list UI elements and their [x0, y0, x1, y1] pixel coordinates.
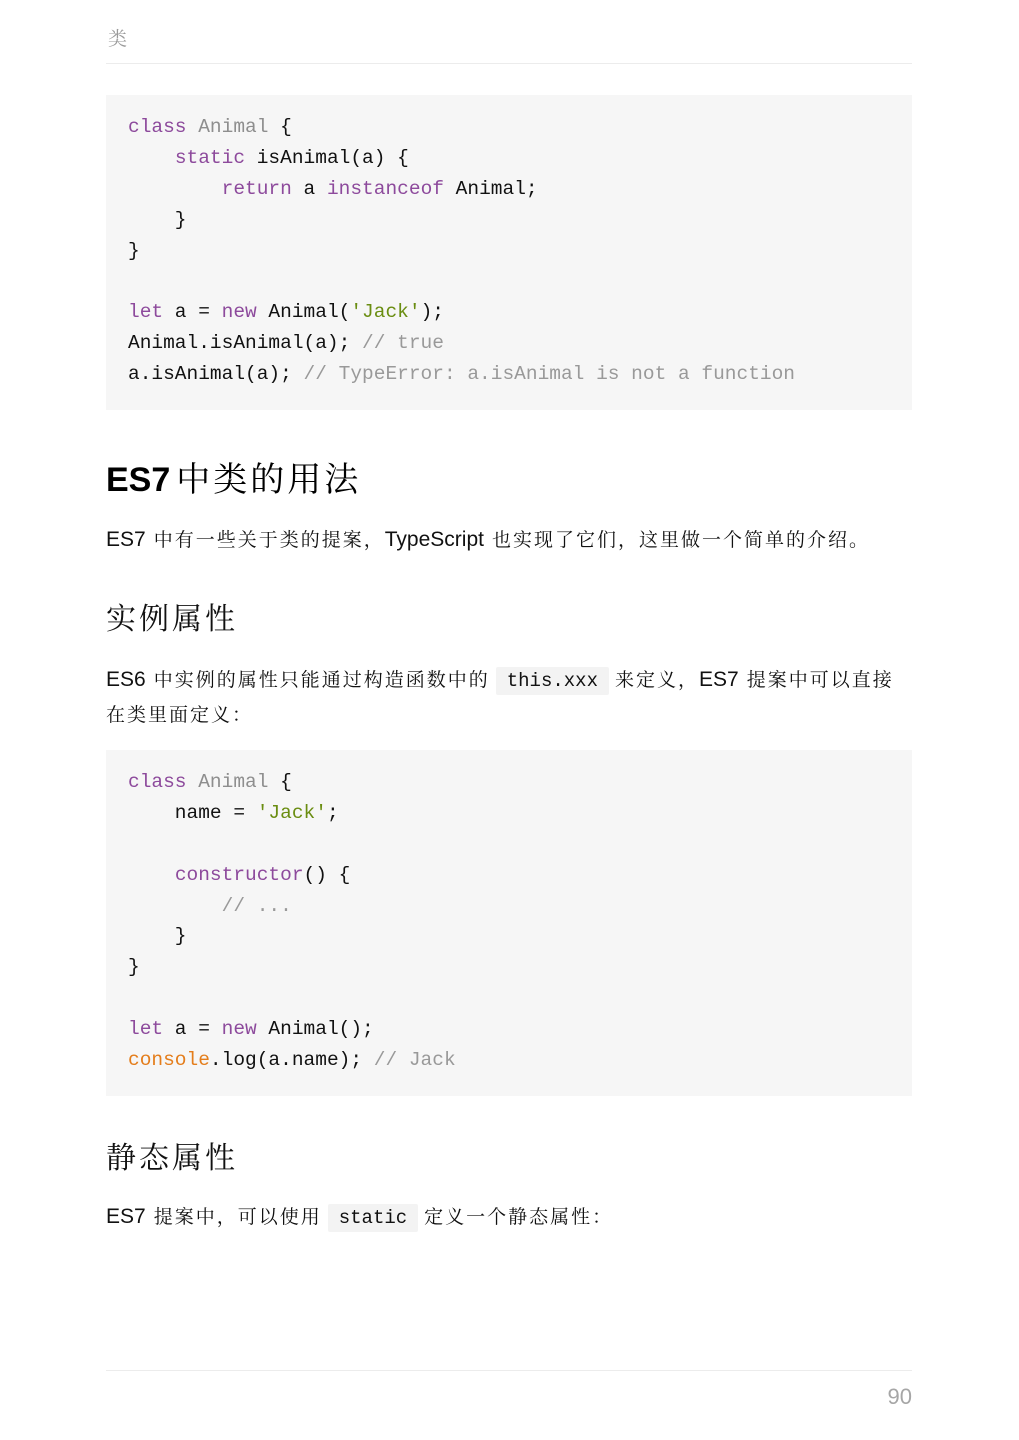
- code-token: static: [174, 146, 246, 169]
- code-token: [187, 771, 199, 793]
- page-number: 90: [887, 1384, 912, 1409]
- code-token: [128, 864, 175, 886]
- code-line: [128, 359, 890, 390]
- code-token: new: [221, 1018, 257, 1041]
- code-token: new: [221, 301, 257, 324]
- code-line: [128, 328, 890, 359]
- code-line: [128, 767, 890, 798]
- code-token: ;: [326, 801, 339, 824]
- code-line: [128, 798, 890, 829]
- paragraph-text: ES6: [106, 668, 146, 691]
- code-token: name =: [128, 801, 257, 824]
- code-line: [128, 983, 890, 1014]
- page-header: [106, 0, 912, 64]
- code-token: Animal.isAnimal(a);: [128, 332, 363, 355]
- code-line: [128, 266, 890, 297]
- code-token: class: [128, 771, 187, 793]
- chapter-title: 类: [108, 28, 128, 50]
- code-token: 'Jack': [350, 301, 421, 324]
- code-token: let: [128, 1018, 164, 1041]
- code-token: // Jack: [373, 1049, 456, 1072]
- code-line: [128, 236, 890, 267]
- inline-code: static: [328, 1204, 418, 1232]
- code-token: // ...: [221, 894, 292, 917]
- heading-es7-label: ES7: [106, 461, 171, 499]
- code-token: {: [268, 771, 292, 793]
- page-footer: [106, 1370, 912, 1409]
- code-token: a: [291, 177, 327, 200]
- paragraph-text: ES7: [106, 1205, 146, 1228]
- code-block-static-method: [106, 95, 912, 410]
- static-properties-paragraph: [106, 1200, 912, 1235]
- paragraph-text: 也实现了它们，这里做一个简单的介绍。: [483, 529, 871, 551]
- code-line: [128, 860, 890, 891]
- code-token: let: [128, 301, 164, 324]
- code-line: [128, 143, 890, 174]
- code-token: Animal(: [256, 301, 351, 324]
- code-line: [128, 891, 890, 922]
- code-token: }: [128, 239, 140, 262]
- code-token: () {: [303, 863, 351, 886]
- code-token: // TypeError: a.isAnimal is not a function: [303, 363, 796, 386]
- code-token: a.isAnimal(a);: [128, 363, 304, 386]
- code-block-instance-property: [106, 750, 912, 1096]
- paragraph-text: TypeScript: [384, 528, 484, 551]
- inline-code: this.xxx: [496, 667, 609, 695]
- code-token: // true: [362, 332, 444, 355]
- code-line: [128, 829, 890, 860]
- code-line: [128, 205, 890, 236]
- code-line: [128, 1045, 890, 1076]
- code-token: Animal: [198, 771, 269, 793]
- paragraph-text: 定义一个静态属性：: [424, 1206, 614, 1228]
- paragraph-text: ES7: [106, 528, 146, 551]
- section-heading-static-properties: 静态属性: [106, 1141, 238, 1176]
- heading-es7-zh: 中类的用法: [176, 460, 362, 500]
- code-token: a =: [163, 301, 222, 324]
- code-token: Animal: [198, 116, 269, 138]
- code-token: }: [128, 925, 187, 948]
- code-line: [128, 921, 890, 952]
- section-heading-instance-properties: 实例属性: [106, 602, 238, 637]
- instance-properties-paragraph: [106, 663, 912, 732]
- code-token: [187, 116, 199, 138]
- code-token: );: [420, 301, 444, 324]
- code-token: }: [128, 208, 187, 231]
- code-token: Animal;: [443, 177, 538, 200]
- code-line: [128, 952, 890, 983]
- code-token: return: [221, 177, 292, 200]
- code-line: [128, 174, 890, 205]
- code-token: instanceof: [326, 177, 444, 200]
- code-token: constructor: [174, 863, 304, 886]
- code-token: a =: [163, 1018, 222, 1041]
- code-token: .log(a.name);: [209, 1049, 374, 1072]
- code-token: [128, 895, 222, 917]
- code-token: 'Jack': [256, 801, 327, 824]
- code-token: }: [128, 956, 140, 979]
- section-heading-es7-class-usage: [106, 452, 361, 501]
- code-token: console: [128, 1049, 210, 1072]
- code-token: isAnimal(a) {: [245, 146, 409, 169]
- code-token: [128, 178, 222, 200]
- code-token: Animal();: [256, 1018, 374, 1041]
- code-token: class: [128, 116, 187, 138]
- code-line: [128, 1014, 890, 1045]
- code-token: {: [268, 116, 292, 138]
- es7-intro-paragraph: [106, 523, 912, 557]
- paragraph-text: 中实例的属性只能通过构造函数中的: [145, 669, 490, 691]
- paragraph-text: 提案中，可以使用: [145, 1206, 322, 1228]
- paragraph-text: ES7: [698, 668, 739, 691]
- code-line: [128, 112, 890, 143]
- code-token: [128, 147, 175, 169]
- paragraph-text: 来定义，: [614, 669, 699, 691]
- code-line: [128, 297, 890, 328]
- paragraph-text: 提案中可以直接在类里面定义：: [106, 669, 894, 726]
- paragraph-text: 中有一些关于类的提案，: [145, 529, 385, 551]
